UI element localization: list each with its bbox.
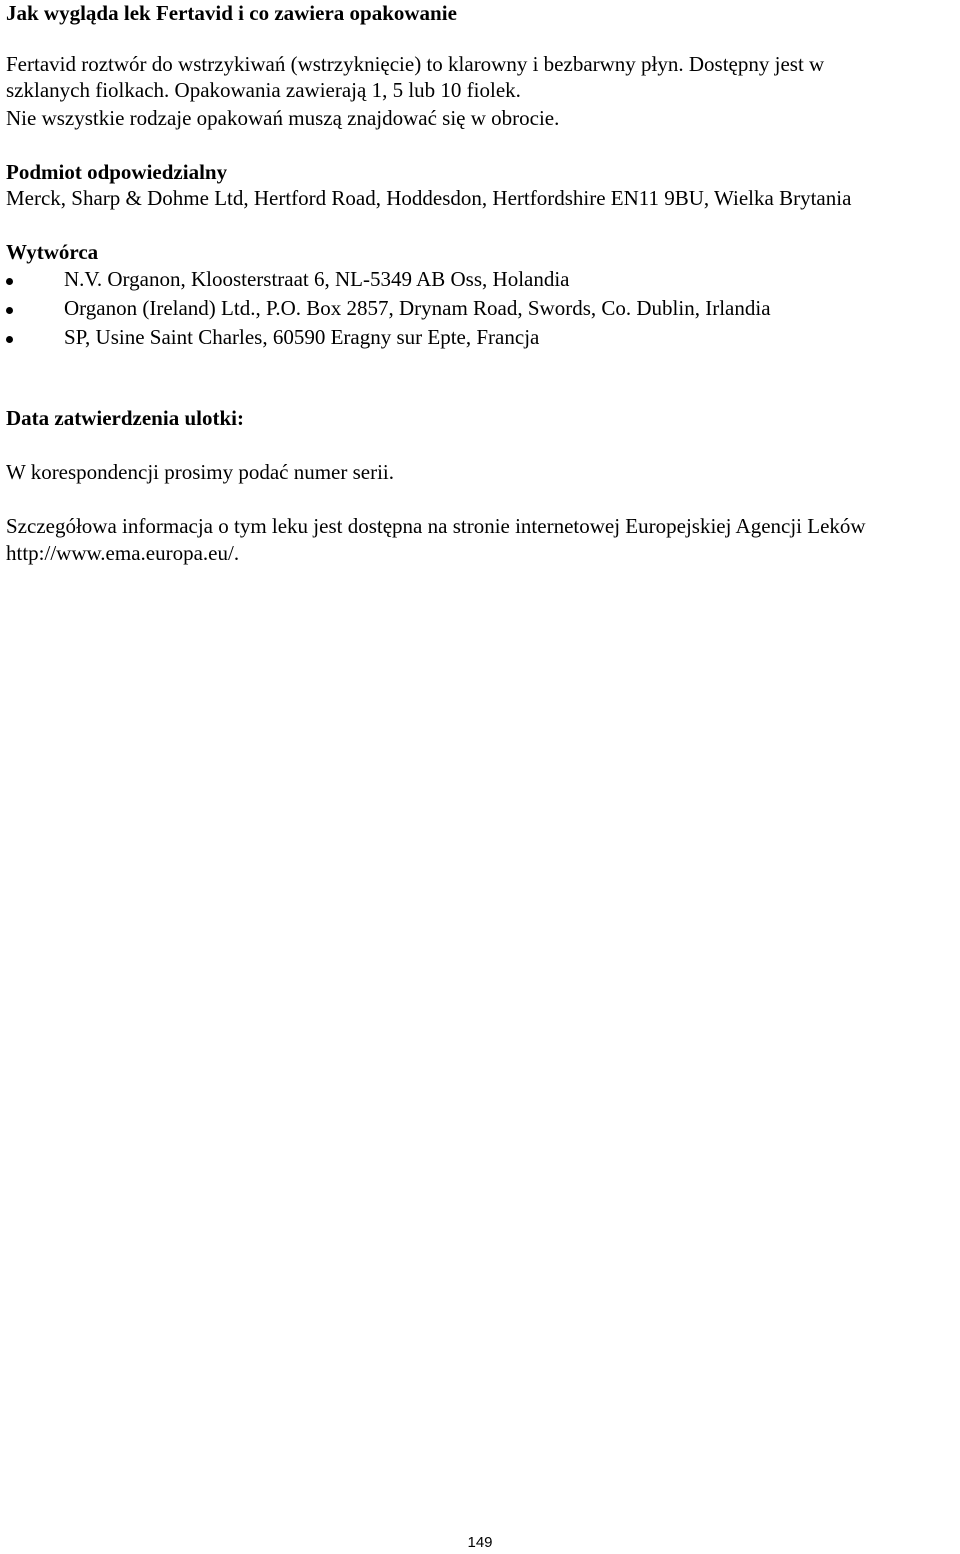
approval-date-label: Data zatwierdzenia ulotki: — [6, 406, 244, 430]
ema-info-line: Szczegółowa informacja o tym leku jest dostępna na stronie internetowej Europejskiej Agencji Leków — [6, 514, 866, 538]
page-number: 149 — [467, 1534, 493, 1551]
manufacturer-list-item — [0, 327, 960, 351]
manufacturer-item-text: N.V. Organon, Kloosterstraat 6, NL-5349 AB Oss, Holandia — [64, 267, 570, 291]
manufacturer-list-item — [0, 298, 960, 322]
responsible-entity-value: Merck, Sharp & Dohme Ltd, Hertford Road, Hoddesdon, Hertfordshire EN11 9BU, Wielka Brytania — [6, 186, 852, 210]
manufacturer-label: Wytwórca — [6, 240, 99, 264]
description-line-1: Fertavid roztwór do wstrzykiwań (wstrzyknięcie) to klarowny i bezbarwny płyn. Dostępny jest w — [6, 52, 825, 76]
manufacturer-list-item — [0, 269, 960, 293]
bullet-icon — [6, 307, 13, 314]
section-heading: Jak wygląda lek Fertavid i co zawiera opakowanie — [6, 1, 457, 25]
bullet-icon — [6, 278, 13, 285]
responsible-entity-label: Podmiot odpowiedzialny — [6, 160, 228, 184]
bullet-icon — [6, 336, 13, 343]
description-line-2: szklanych fiolkach. Opakowania zawierają 1, 5 lub 10 fiolek. — [6, 78, 521, 102]
manufacturer-item-text: Organon (Ireland) Ltd., P.O. Box 2857, Drynam Road, Swords, Co. Dublin, Irlandia — [64, 296, 771, 320]
manufacturer-item-text: SP, Usine Saint Charles, 60590 Eragny sur Epte, Francja — [64, 325, 540, 349]
description-line-3: Nie wszystkie rodzaje opakowań muszą znajdować się w obrocie. — [6, 106, 560, 130]
batch-number-note: W korespondencji prosimy podać numer serii. — [6, 460, 395, 484]
ema-url-link[interactable]: http://www.ema.europa.eu/. — [6, 541, 240, 565]
